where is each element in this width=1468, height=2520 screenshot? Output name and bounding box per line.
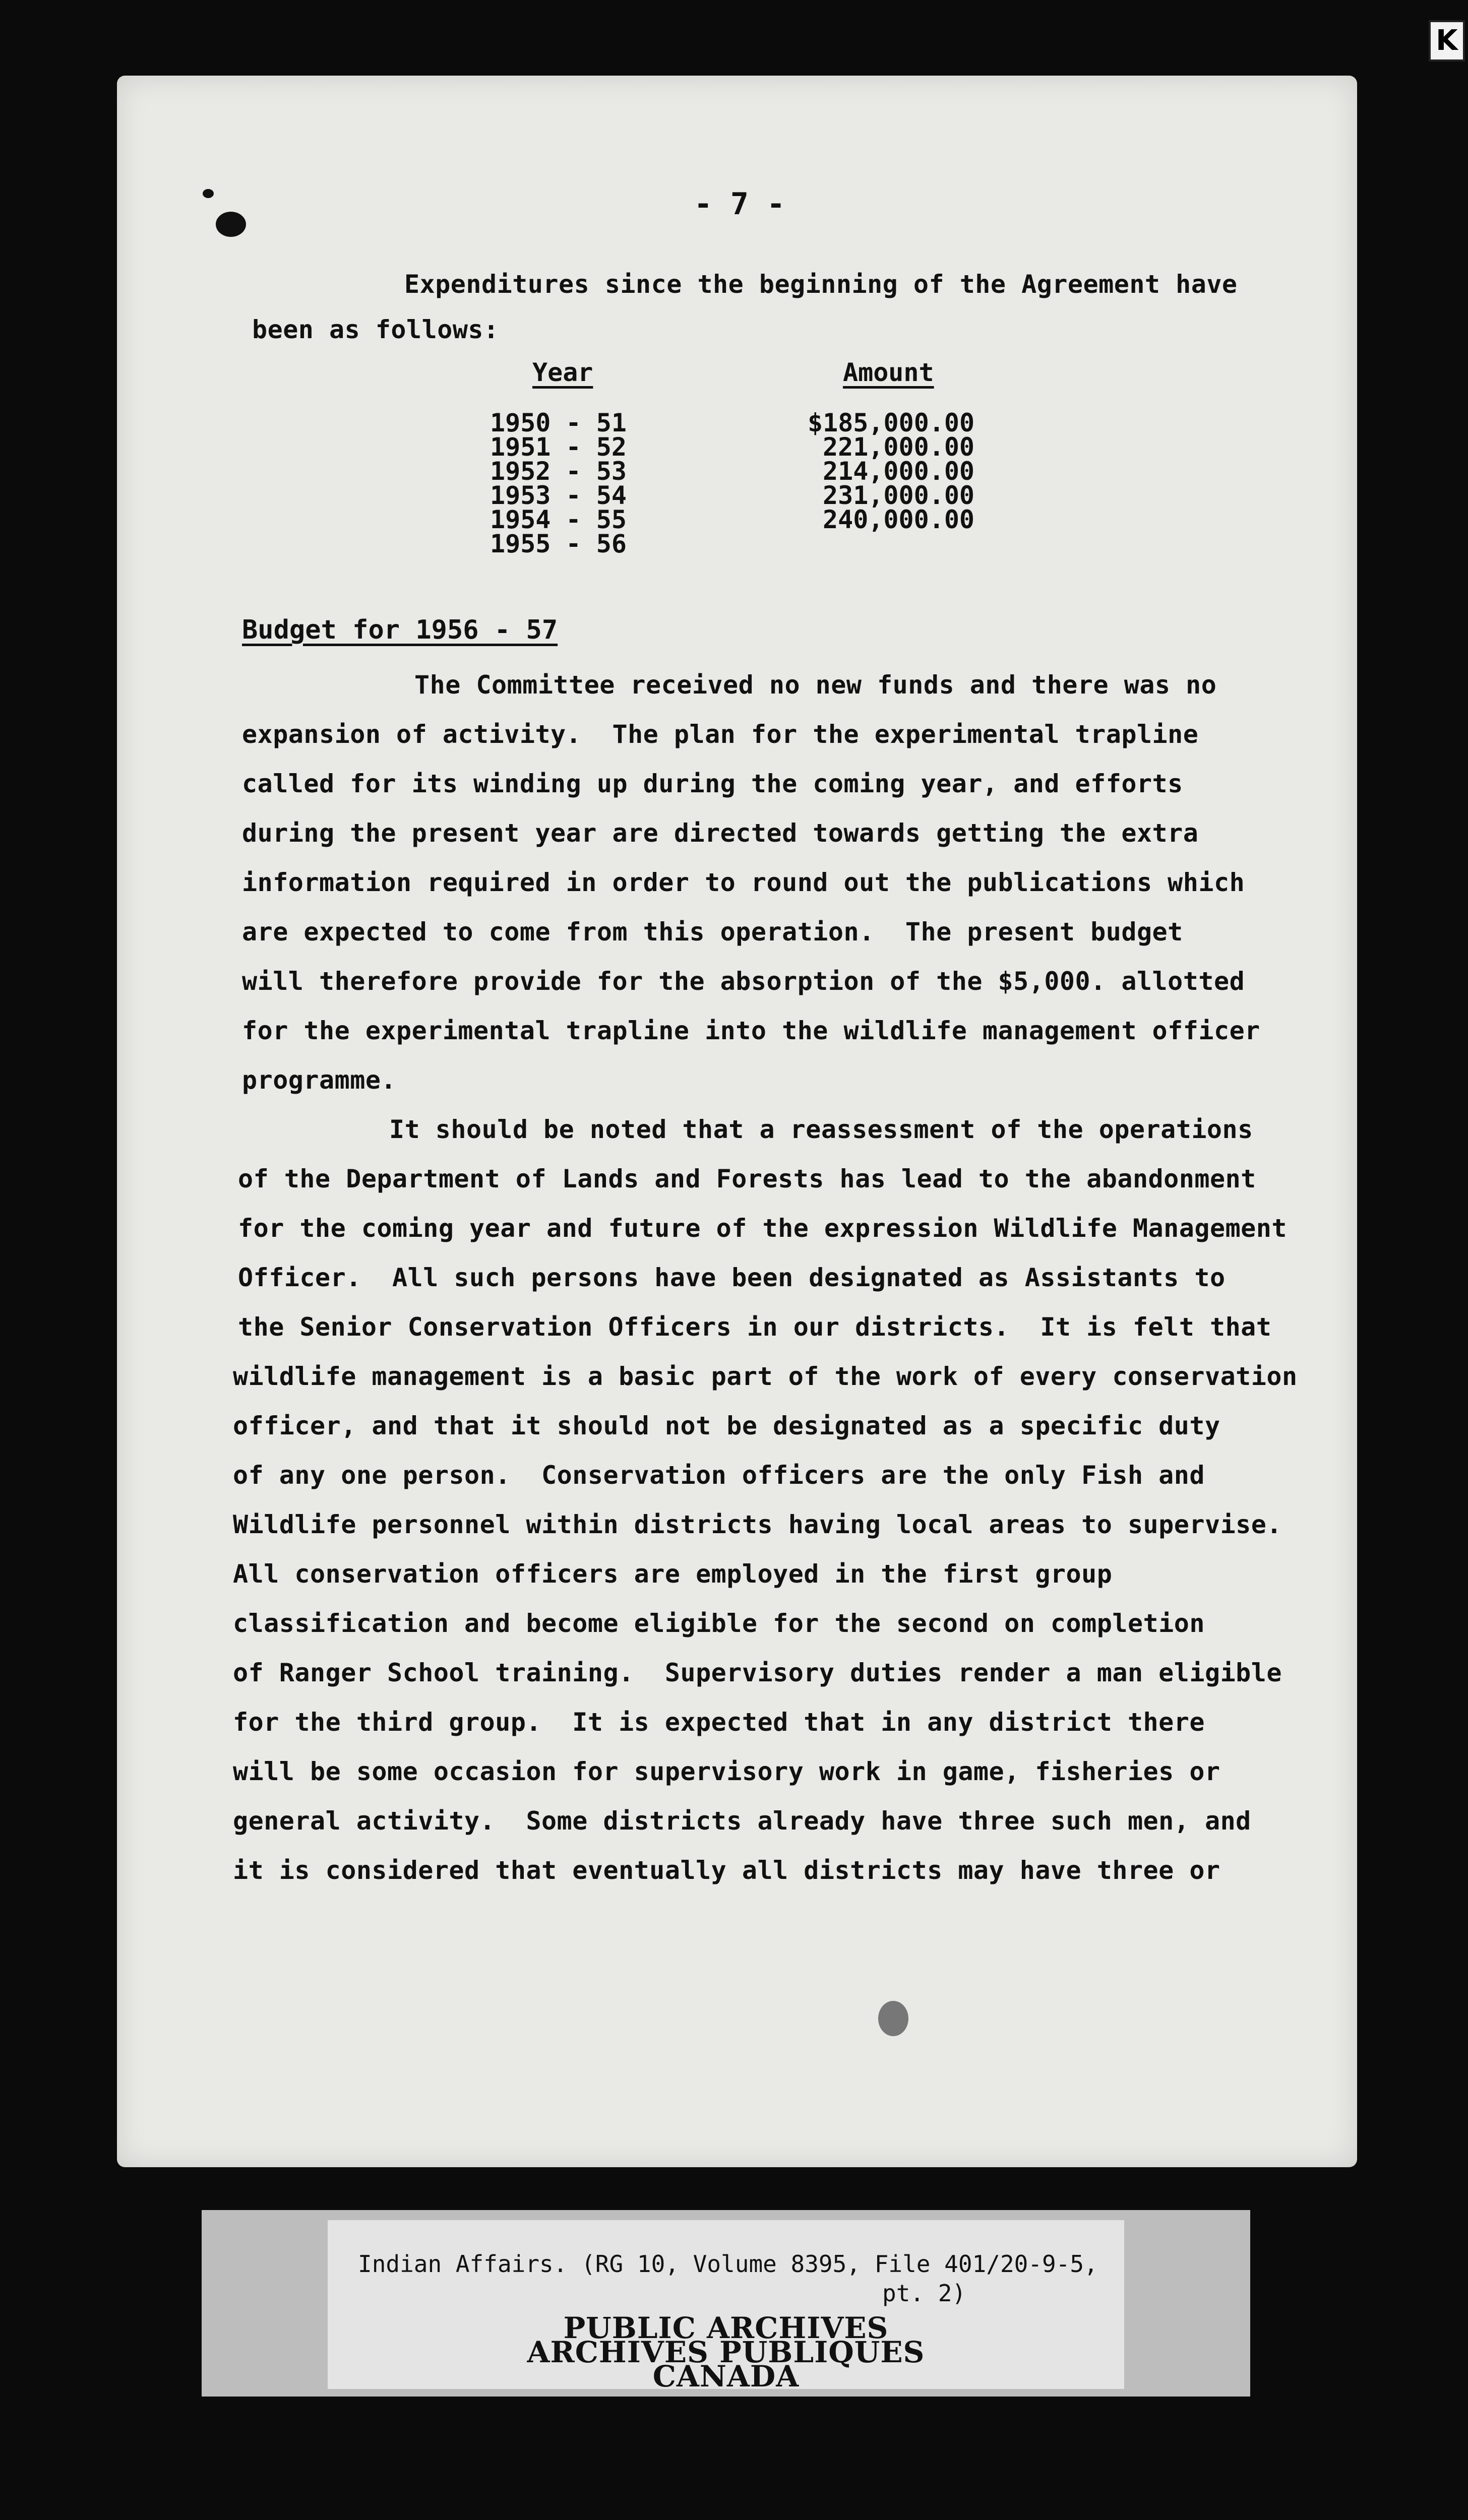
paragraph-line: for the third group. It is expected that in any district there [233, 1708, 1205, 1737]
paragraph-line: the Senior Conservation Officers in our districts. It is felt that [238, 1312, 1272, 1342]
paragraph-line: wildlife management is a basic part of the work of every conservation [233, 1362, 1298, 1391]
intro-line: Expenditures since the beginning of the Agreement have [404, 270, 1238, 299]
amount-column-header: Amount [843, 358, 934, 387]
amount-cell: 214,000.00 [823, 457, 975, 486]
paragraph-line: general activity. Some districts already have three such men, and [233, 1806, 1251, 1836]
budget-heading: Budget for 1956 - 57 [242, 615, 558, 645]
source-citation-continued: pt. 2) [882, 2280, 966, 2307]
expenditure-table [490, 358, 1140, 640]
source-citation: Indian Affairs. (RG 10, Volume 8395, File 401/20-9-5, [358, 2250, 1098, 2278]
paragraph-line: will therefore provide for the absorption of the $5,000. allotted [242, 967, 1245, 996]
amount-cell: 240,000.00 [823, 505, 975, 534]
paragraph-line: will be some occasion for supervisory work in game, fisheries or [233, 1757, 1220, 1786]
year-cell: 1952 - 53 [490, 457, 627, 486]
archive-name-fr: ARCHIVES PUBLIQUES [527, 2335, 925, 2369]
paragraph-line: during the present year are directed towards getting the extra [242, 818, 1199, 848]
amount-cell: $185,000.00 [808, 408, 975, 437]
paragraph-line: information required in order to round out the publications which [242, 868, 1245, 897]
year-cell: 1954 - 55 [490, 505, 627, 534]
paragraph-line: are expected to come from this operation. The present budget [242, 917, 1183, 947]
amount-cell: 231,000.00 [823, 481, 975, 510]
year-cell: 1955 - 56 [490, 529, 627, 558]
paragraph-line: called for its winding up during the coming year, and efforts [242, 769, 1183, 798]
document-body [117, 76, 1357, 2167]
archives-strip [202, 2210, 1250, 2397]
paragraph-line: it is considered that eventually all districts may have three or [233, 1856, 1220, 1885]
paragraph-line: It should be noted that a reassessment of the operations [389, 1115, 1253, 1144]
archive-country: CANADA [652, 2359, 800, 2393]
document-sheet [117, 76, 1357, 2167]
paragraph-line: expansion of activity. The plan for the experimental trapline [242, 720, 1199, 749]
paragraph-line: All conservation officers are employed in the first group [233, 1559, 1113, 1589]
year-cell: 1953 - 54 [490, 481, 627, 510]
amount-cell: 221,000.00 [823, 432, 975, 462]
paragraph-line: The Committee received no new funds and there was no [414, 670, 1217, 700]
year-cell: 1951 - 52 [490, 432, 627, 462]
paragraph-line: classification and become eligible for the second on completion [233, 1609, 1205, 1638]
paragraph-line: of the Department of Lands and Forests has lead to the abandonment [238, 1164, 1256, 1193]
paragraph-line: Officer. All such persons have been designated as Assistants to [238, 1263, 1226, 1292]
paragraph-line: for the experimental trapline into the wildlife management officer [242, 1016, 1260, 1045]
corner-tag: K [1429, 20, 1465, 61]
paragraph-line: Wildlife personnel within districts having local areas to supervise. [233, 1510, 1282, 1539]
archive-name-en: PUBLIC ARCHIVES [563, 2311, 889, 2345]
paragraph-line: for the coming year and future of the expression Wildlife Management [238, 1214, 1287, 1243]
paragraph-line: officer, and that it should not be designated as a specific duty [233, 1411, 1220, 1440]
paragraph-line: of any one person. Conservation officers are the only Fish and [233, 1461, 1205, 1490]
year-column-header: Year [532, 358, 593, 387]
page-number: - 7 - [694, 186, 785, 222]
paragraph-line: of Ranger School training. Supervisory duties render a man eligible [233, 1658, 1282, 1687]
year-cell: 1950 - 51 [490, 408, 627, 437]
intro-line: been as follows: [252, 315, 499, 344]
archives-label [328, 2220, 1124, 2393]
paragraph-line: programme. [242, 1065, 397, 1095]
